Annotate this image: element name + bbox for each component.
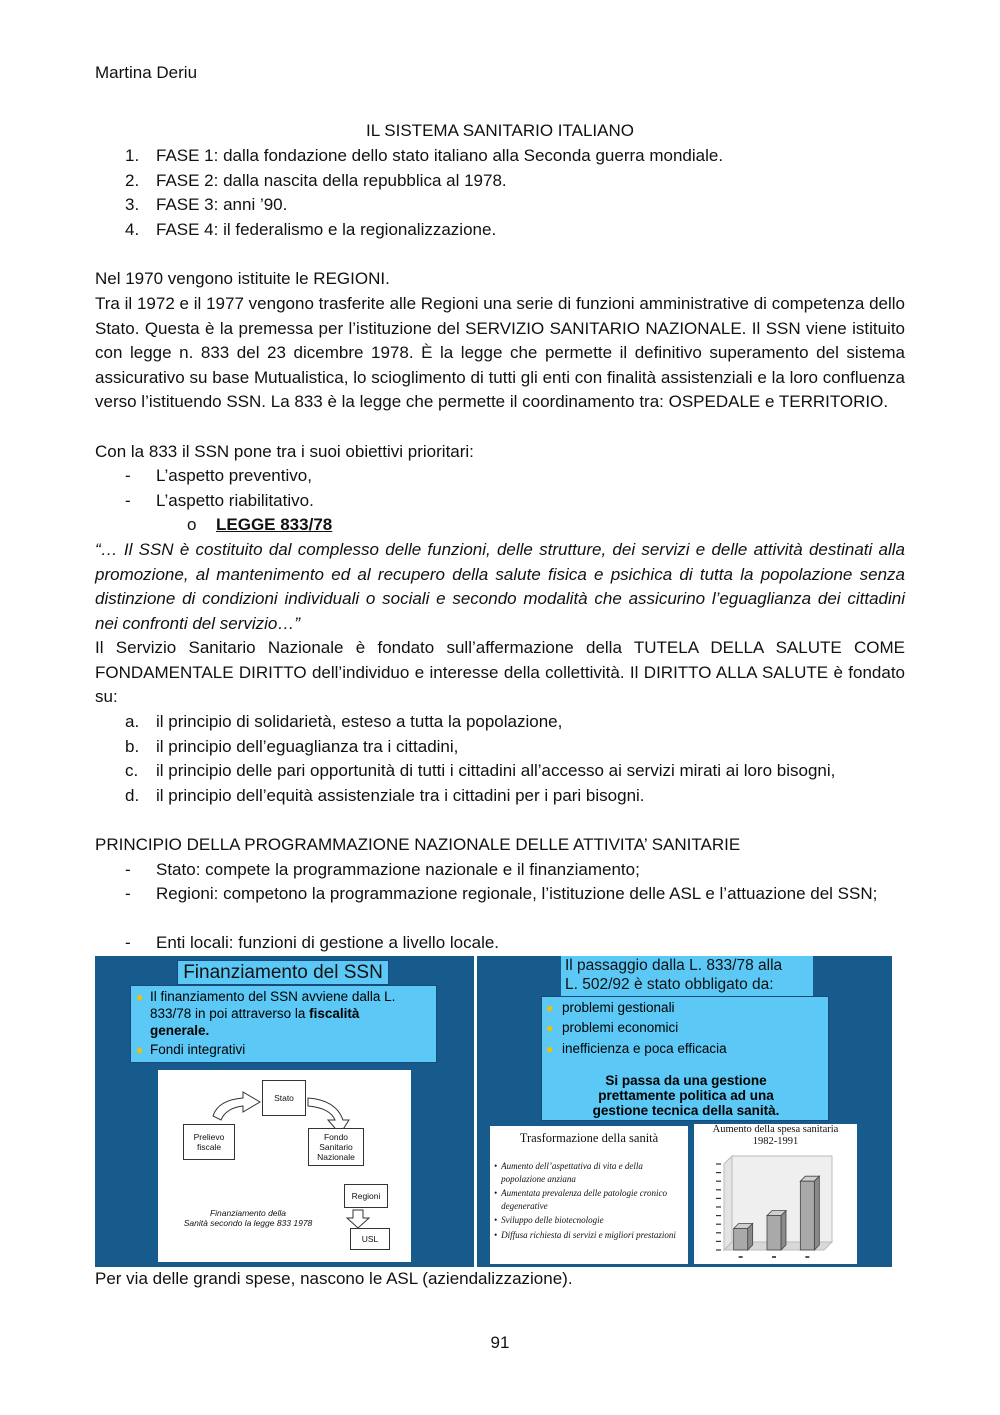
list-item: L’aspetto riabilitativo. bbox=[156, 491, 314, 510]
law-heading: LEGGE 833/78 bbox=[216, 515, 333, 534]
slide-title-line: L. 502/92 è stato obbligato da: bbox=[565, 976, 774, 993]
list-item: il principio di solidarietà, esteso a tutta la popolazione, bbox=[156, 712, 563, 731]
paragraph: Con la 833 il SSN pone tra i suoi obiettivi prioritari: bbox=[95, 442, 474, 461]
dash-bullet: - bbox=[125, 491, 131, 510]
diagram-caption: Finanziamento della bbox=[209, 1208, 287, 1218]
list-item-number: d. bbox=[125, 786, 140, 805]
diagram-node-fondo: Fondo Sanitario Nazionale bbox=[308, 1128, 364, 1166]
list-item-number: 1. bbox=[125, 146, 140, 165]
bold-text: Si passa da una gestione bbox=[605, 1073, 767, 1088]
list-item-number: a. bbox=[125, 712, 140, 731]
bullet-text: 833/78 in poi attraverso la fiscalità bbox=[150, 1006, 360, 1021]
diagram-caption: Sanità secondo la legge 833 1978 bbox=[183, 1218, 313, 1228]
list-item-number: 3. bbox=[125, 195, 140, 214]
chart-side-wall bbox=[724, 1156, 732, 1250]
dash-bullet: - bbox=[125, 933, 131, 952]
chart-x-tick-label bbox=[739, 1256, 743, 1258]
chart-box bbox=[694, 1124, 857, 1264]
diagram-node-usl: USL bbox=[350, 1228, 390, 1250]
slide-title bbox=[561, 956, 813, 996]
list-item: • Aumentata prevalenza delle patologie cronico degenerative bbox=[494, 1188, 667, 1211]
list-item-number: 4. bbox=[125, 220, 140, 239]
dash-bullet: - bbox=[125, 884, 131, 903]
list-item: FASE 1: dalla fondazione dello stato italiano alla Seconda guerra mondiale. bbox=[156, 146, 724, 165]
list-item: FASE 4: il federalismo e la regionalizzazione. bbox=[156, 220, 497, 239]
slide-divider bbox=[474, 956, 477, 1267]
chart-x-tick-label bbox=[805, 1256, 809, 1258]
chart-bar bbox=[800, 1181, 814, 1250]
page-header-author: Martina Deriu bbox=[95, 63, 198, 82]
chart-svg bbox=[694, 1124, 857, 1264]
circle-bullet-icon: o bbox=[187, 515, 197, 534]
closing-paragraph: Per via delle grandi spese, nascono le ASL (aziendalizzazione). bbox=[95, 1269, 573, 1288]
list-item: Enti locali: funzioni di gestione a livello locale. bbox=[156, 933, 500, 952]
chart-x-tick-label bbox=[772, 1256, 776, 1258]
page-number: 91 bbox=[490, 1333, 510, 1352]
slide-title: Finanziamento del SSN bbox=[177, 960, 389, 985]
slide-title-line: Il passaggio dalla L. 833/78 alla bbox=[565, 957, 783, 974]
diagram-node-stato: Stato bbox=[262, 1080, 306, 1116]
paragraph: Il Servizio Sanitario Nazionale è fondato sull’affermazione della TUTELA DELLA SALUTE COME FONDAMENTALE DIRITTO dell’individuo e interesse della collettività. Il DIRITTO ALLA SALUTE è fondato su: bbox=[95, 638, 905, 707]
list-item-number: b. bbox=[125, 737, 140, 756]
bullet-text: Il finanziamento del SSN avviene dalla L. bbox=[150, 989, 396, 1004]
bullet-dot-icon: ● bbox=[136, 990, 144, 1004]
diagram-node-regioni: Regioni bbox=[344, 1184, 388, 1208]
page-title: IL SISTEMA SANITARIO ITALIANO bbox=[366, 121, 634, 140]
list-item: Stato: compete la programmazione nazionale e il finanziamento; bbox=[156, 860, 640, 879]
transformation-list bbox=[494, 1160, 684, 1241]
list-item: il principio dell’eguaglianza tra i cittadini, bbox=[156, 737, 459, 756]
section-heading: PRINCIPIO DELLA PROGRAMMAZIONE NAZIONALE DELLE ATTIVITA’ SANITARIE bbox=[95, 835, 741, 854]
chart-bar-side bbox=[748, 1224, 753, 1251]
bold-text: gestione tecnica della sanità. bbox=[592, 1103, 780, 1118]
bullet-dot-icon: ● bbox=[546, 1021, 554, 1035]
chart-bar-side bbox=[781, 1211, 786, 1250]
law-quote: “… Il SSN è costituito dal complesso delle funzioni, delle strutture, dei servizi e delle attività destinati alla promozione, al mantenimento ed al recupero della salute fisica e psichica di tutta la popolazione senza distinzione di condizioni individuali o sociali e secondo modalità che assicurino l’eguaglianza dei cittadini nei confronti del servizio…” bbox=[95, 540, 905, 633]
slides-figure bbox=[95, 956, 892, 1267]
list-item: • Diffusa richiesta di servizi e migliori prestazioni bbox=[494, 1229, 676, 1240]
bullet-text: problemi economici bbox=[562, 1020, 679, 1035]
slide-bullet-box bbox=[130, 985, 437, 1063]
list-item: il principio dell’equità assistenziale tra i cittadini per i pari bisogni. bbox=[156, 786, 645, 805]
bullet-dot-icon: ● bbox=[546, 1001, 554, 1015]
chart-bar bbox=[767, 1216, 781, 1250]
list-item-number: c. bbox=[125, 761, 139, 780]
list-item: • Sviluppo delle biotecnologie bbox=[494, 1215, 604, 1225]
bullet-text: problemi gestionali bbox=[562, 1000, 675, 1015]
bold-text: prettamente politica ad una bbox=[598, 1088, 774, 1103]
list-item: Regioni: competono la programmazione regionale, l’istituzione delle ASL e l’attuazione del SSN; bbox=[156, 884, 878, 903]
diagram-node-prelievo: Prelievo fiscale bbox=[183, 1124, 235, 1160]
paragraph: Tra il 1972 e il 1977 vengono trasferite alle Regioni una serie di funzioni amministrative di competenza dello Stato. Questa è la premessa per l’istituzione del SERVIZIO SANITARIO NAZIONALE. Il SSN viene istituito con legge n. 833 del 23 dicembre 1978. È la legge che permette il definitivo superamento del sistema assicurativo su base Mutualistica, lo scioglimento di tutti gli enti con finalità assistenziali e la loro confluenza verso l’istituendo SSN. La 833 è la legge che permette il coordinamento tra: OSPEDALE e TERRITORIO. bbox=[95, 294, 905, 412]
chart-bar bbox=[734, 1229, 748, 1251]
bullet-text: inefficienza e poca efficacia bbox=[562, 1041, 727, 1056]
paragraph: Nel 1970 vengono istituite le REGIONI. bbox=[95, 269, 390, 288]
slide-bullet-box bbox=[541, 996, 829, 1121]
chart-title: Aumento della spesa sanitaria bbox=[712, 1124, 839, 1135]
list-item: FASE 2: dalla nascita della repubblica al 1978. bbox=[156, 171, 507, 190]
bullet-dot-icon: ● bbox=[546, 1042, 554, 1056]
financing-diagram bbox=[158, 1070, 411, 1262]
list-item-number: 2. bbox=[125, 171, 140, 190]
chart-bar-side bbox=[814, 1176, 819, 1250]
list-item: FASE 3: anni ’90. bbox=[156, 195, 288, 214]
bullet-text-bold: generale. bbox=[150, 1023, 210, 1038]
dash-bullet: - bbox=[125, 860, 131, 879]
bullet-dot-icon: ● bbox=[136, 1043, 144, 1057]
list-item: il principio delle pari opportunità di tutti i cittadini all’accesso ai servizi mirati ai loro bisogni, bbox=[156, 761, 836, 780]
bullet-text: Fondi integrativi bbox=[150, 1042, 246, 1057]
dash-bullet: - bbox=[125, 466, 131, 485]
transformation-title: Trasformazione della sanità bbox=[519, 1131, 659, 1145]
transformation-box bbox=[490, 1126, 688, 1264]
list-item: L’aspetto preventivo, bbox=[156, 466, 312, 485]
list-item: • Aumento dell’aspettativa di vita e della popolazione anziana bbox=[494, 1161, 643, 1184]
chart-subtitle: 1982-1991 bbox=[752, 1136, 799, 1147]
